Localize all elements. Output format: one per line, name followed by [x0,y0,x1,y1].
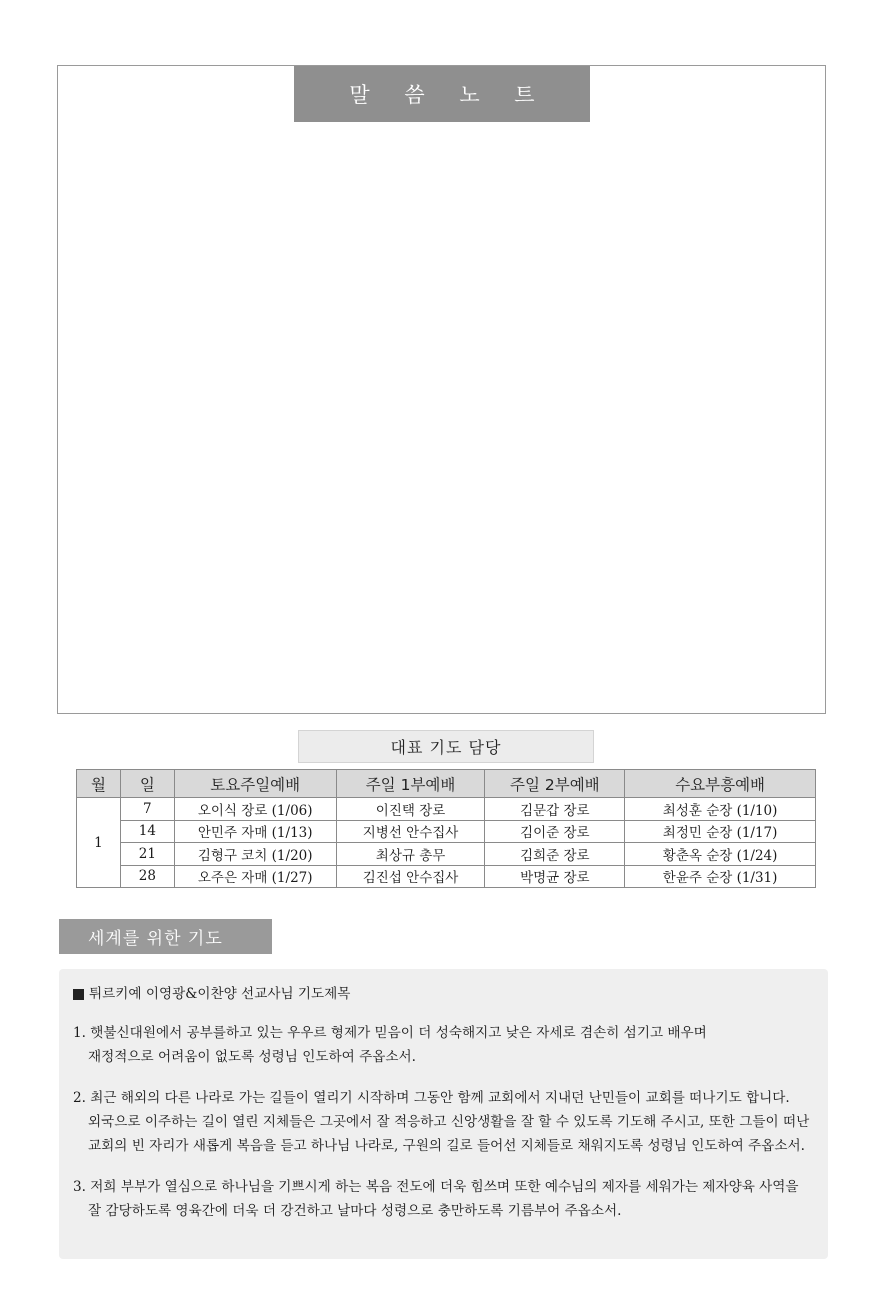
table-row [77,865,816,888]
sunday-second-cell: 김이준 장로 [485,820,625,843]
prayer-item-2 [73,1086,814,1158]
day-cell: 7 [120,798,174,821]
saturday-cell: 오이식 장로 (1/06) [174,798,336,821]
sermon-note-box[interactable] [57,65,826,714]
sunday-first-cell: 최상규 총무 [336,843,485,866]
sunday-second-cell: 박명균 장로 [485,865,625,888]
prayer-duty-table [76,769,816,888]
prayer-item-3 [73,1175,814,1223]
table-row [77,843,816,866]
prayer-request-heading-text: 튀르키예 이영광&이찬양 선교사님 기도제목 [89,986,351,1002]
prayer-line: 1. 햇불신대원에서 공부를하고 있는 우우르 형제가 믿음이 더 성숙해지고 낮은 자세로 겸손히 섬기고 배우며 [73,1025,707,1041]
sunday-first-cell: 김진섭 안수집사 [336,865,485,888]
header-day: 일 [120,770,174,798]
table-row [77,820,816,843]
table-row [77,798,816,821]
prayer-line: 교회의 빈 자리가 새롭게 복음을 듣고 하나님 나라로, 구원의 길로 들어선 지체들로 채워지도록 성령님 인도하여 주옵소서. [88,1138,805,1154]
world-prayer-box [59,969,828,1259]
saturday-cell: 안민주 자매 (1/13) [174,820,336,843]
wednesday-cell: 한윤주 순장 (1/31) [625,865,816,888]
prayer-line: 재정적으로 어려움이 없도록 성령님 인도하여 주옵소서. [88,1049,416,1065]
prayer-line: 2. 최근 해외의 다른 나라로 가는 길들이 열리기 시작하며 그동안 함께 교회에서 지내던 난민들이 교회를 떠나기도 합니다. [73,1090,790,1106]
day-cell: 28 [120,865,174,888]
header-wednesday-service: 수요부흥예배 [625,770,816,798]
black-square-icon [73,989,84,1000]
prayer-item-1 [73,1021,814,1069]
wednesday-cell: 최정민 순장 (1/17) [625,820,816,843]
prayer-line: 3. 저희 부부가 열심으로 하나님을 기쁘시게 하는 복음 전도에 더욱 힘쓰며 또한 예수님의 제자를 세워가는 제자양육 사역을 [73,1179,799,1195]
table-header-row [77,770,816,798]
day-cell: 21 [120,843,174,866]
header-sunday-second-service: 주일 2부예배 [485,770,625,798]
prayer-request-heading [73,982,814,1006]
month-cell: 1 [77,798,121,888]
prayer-line: 잘 감당하도록 영육간에 더욱 더 강건하고 날마다 성령으로 충만하도록 기름부어 주옵소서. [88,1203,622,1219]
sunday-second-cell: 김희준 장로 [485,843,625,866]
sunday-second-cell: 김문갑 장로 [485,798,625,821]
header-month: 월 [77,770,121,798]
prayer-duty-title: 대표 기도 담당 [298,730,594,763]
sunday-first-cell: 지병선 안수집사 [336,820,485,843]
header-saturday-service: 토요주일예배 [174,770,336,798]
wednesday-cell: 최성훈 순장 (1/10) [625,798,816,821]
sermon-note-title: 말 씀 노 트 [294,66,590,122]
wednesday-cell: 황춘옥 순장 (1/24) [625,843,816,866]
header-sunday-first-service: 주일 1부예배 [336,770,485,798]
saturday-cell: 김형구 코치 (1/20) [174,843,336,866]
saturday-cell: 오주은 자매 (1/27) [174,865,336,888]
prayer-line: 외국으로 이주하는 길이 열린 지체들은 그곳에서 잘 적응하고 신앙생활을 잘 할 수 있도록 기도해 주시고, 또한 그들이 떠난 [88,1114,810,1130]
day-cell: 14 [120,820,174,843]
sunday-first-cell: 이진택 장로 [336,798,485,821]
world-prayer-title: 세계를 위한 기도 [59,919,272,954]
